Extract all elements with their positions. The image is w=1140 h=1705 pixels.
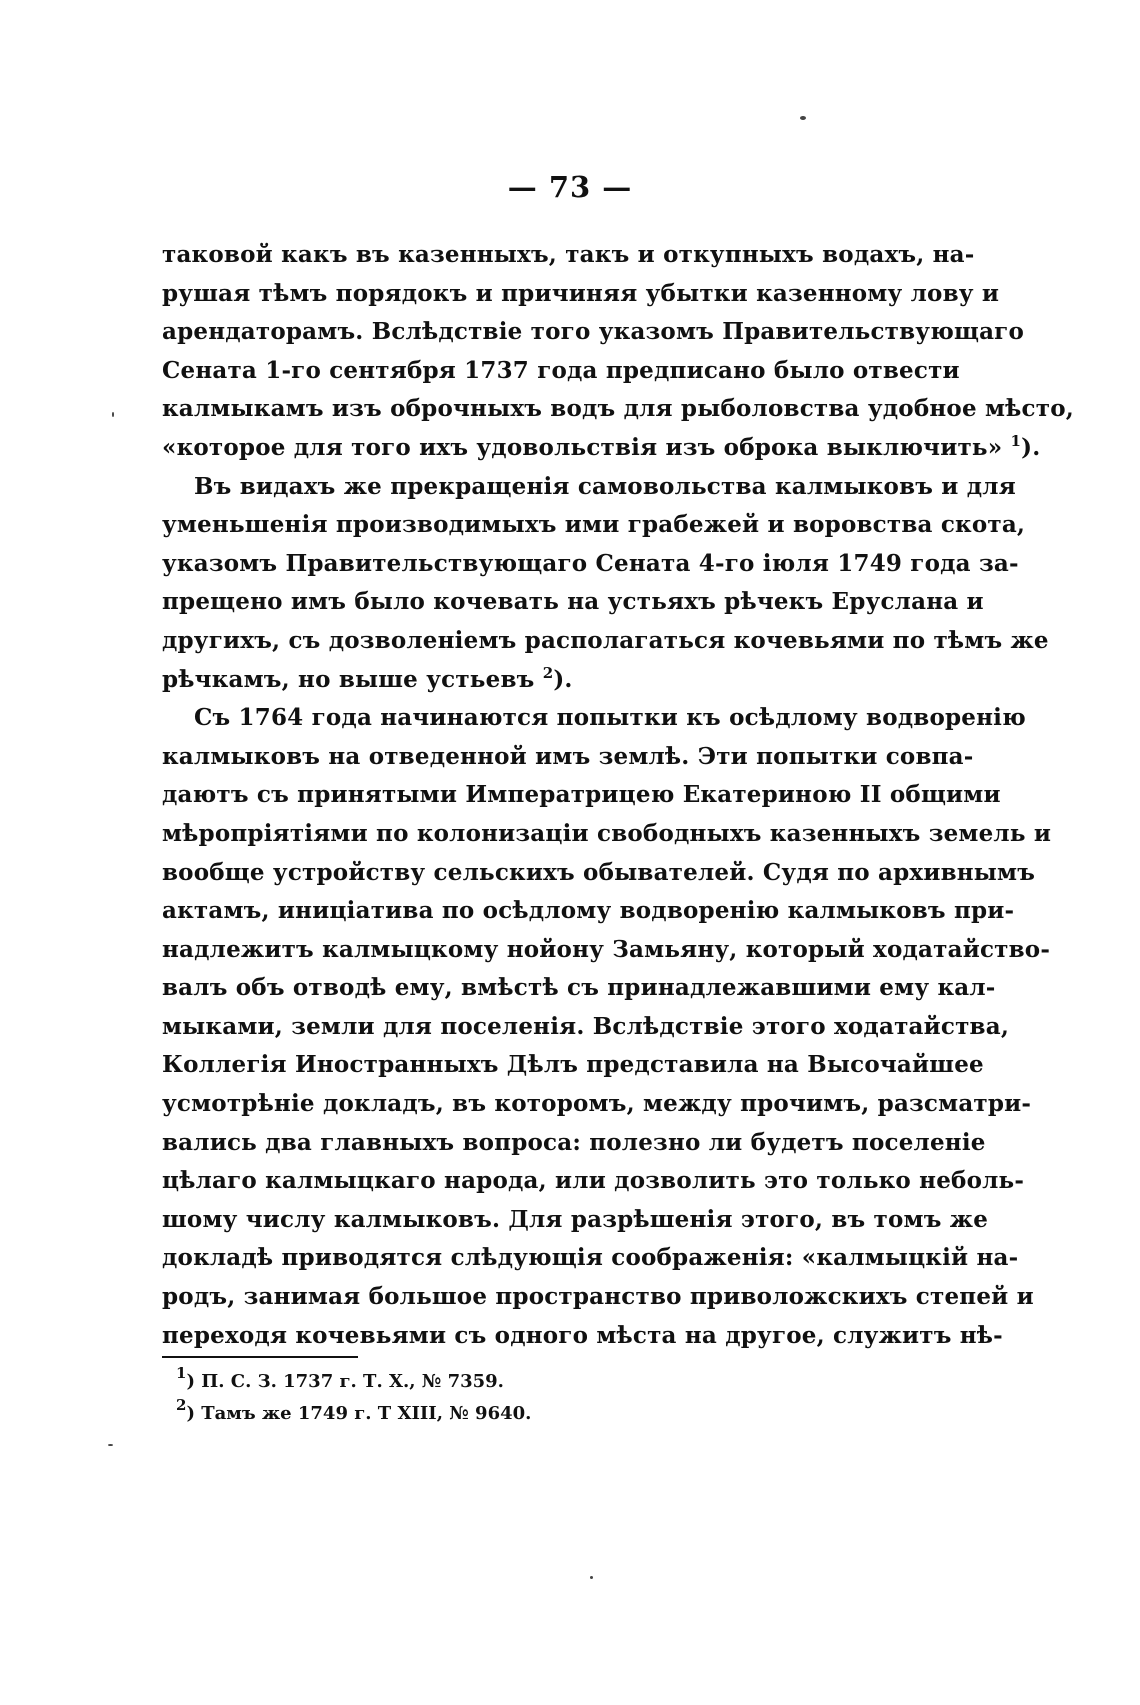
text-line: цѣлаго калмыцкаго народа, или дозволить это только неболь- xyxy=(162,1167,1025,1195)
footnote xyxy=(176,1398,876,1430)
text-line xyxy=(162,429,1041,468)
text-line: усмотрѣніе докладъ, въ которомъ, между прочимъ, разсматри- xyxy=(162,1090,1032,1118)
text-line: даютъ съ принятыми Императрицею Екатериною II общими xyxy=(162,781,1001,809)
page-number: — 73 — xyxy=(507,170,633,204)
text-line xyxy=(162,661,952,700)
text-line: Коллегія Иностранныхъ Дѣлъ представила на Высочайшее xyxy=(162,1051,984,1079)
text-line: шому числу калмыковъ. Для разрѣшенія этого, въ томъ же xyxy=(162,1205,989,1233)
footnote-mark: 2 xyxy=(176,1396,187,1414)
text-line: актамъ, иниціатива по осѣдлому водворенію калмыковъ при- xyxy=(162,897,1015,925)
footnote-mark: 1 xyxy=(176,1364,187,1382)
text-line: Въ видахъ же прекращенія самовольства калмыковъ и для xyxy=(194,472,1016,500)
footnote-ref: 1 xyxy=(1010,431,1022,450)
text-line: докладѣ приводятся слѣдующія соображенія: «калмыцкій на- xyxy=(162,1244,1019,1272)
text-line: родъ, занимая большое пространство приволожскихъ степей и xyxy=(162,1283,1034,1311)
footnotes xyxy=(176,1366,876,1430)
scan-speck xyxy=(112,412,114,417)
text-line: Сената 1-го сентября 1737 года предписано было отвести xyxy=(162,356,960,384)
text-line: арендаторамъ. Вслѣдствіе того указомъ Правительствующаго xyxy=(162,318,1025,346)
text-line: таковой какъ въ казенныхъ, такъ и откупныхъ водахъ, на- xyxy=(162,241,975,268)
text-line: прещено имъ было кочевать на устьяхъ рѣчекъ Еруслана и xyxy=(162,588,984,616)
text-line-content: рѣчкамъ, но выше устьевъ xyxy=(162,665,535,693)
footnote-divider xyxy=(162,1356,358,1358)
footnote-text: ) П. С. З. 1737 г. Т. Х., № 7359. xyxy=(186,1371,504,1392)
text-line: калмыкамъ изъ оброчныхъ водъ для рыболовства удобное мѣсто, xyxy=(162,395,1074,423)
text-line: калмыковъ на отведенной имъ землѣ. Эти попытки совпа- xyxy=(162,742,974,770)
body-text xyxy=(162,236,1074,1355)
footnote-ref: 2 xyxy=(542,663,554,682)
text-line: мыками, земли для поселенія. Вслѣдствіе этого ходатайства, xyxy=(162,1012,1010,1040)
text-line: надлежитъ калмыцкому нойону Замьяну, который ходатайство- xyxy=(162,935,1051,963)
text-line: указомъ Правительствующаго Сената 4-го іюля 1749 года за- xyxy=(162,549,1019,577)
text-line: переходя кочевьями съ одного мѣста на другое, служитъ нѣ- xyxy=(162,1321,1003,1349)
text-line: валъ объ отводѣ ему, вмѣстѣ съ принадлежавшими ему кал- xyxy=(162,974,996,1002)
scan-speck xyxy=(108,1444,113,1446)
footnote-ref-tail: ). xyxy=(553,665,573,693)
text-line-content: «которое для того ихъ удовольствія изъ оброка выключить» xyxy=(162,433,1003,461)
text-line: рушая тѣмъ порядокъ и причиняя убытки казенному лову и xyxy=(162,279,1000,307)
footnote-ref-tail: ). xyxy=(1021,433,1041,461)
text-line: мѣропріятіями по колонизаціи свободныхъ казенныхъ земель и xyxy=(162,819,1052,847)
footnote xyxy=(176,1366,876,1398)
text-line: уменьшенія производимыхъ ими грабежей и воровства скота, xyxy=(162,511,1026,539)
text-line: вались два главныхъ вопроса: полезно ли будетъ поселеніе xyxy=(162,1128,986,1156)
footnote-text: ) Тамъ же 1749 г. Т XIII, № 9640. xyxy=(186,1403,532,1424)
text-line: вообще устройству сельскихъ обывателей. Судя по архивнымъ xyxy=(162,858,1036,886)
scan-speck xyxy=(800,116,806,120)
scan-speck xyxy=(590,1576,593,1579)
text-line: другихъ, съ дозволеніемъ располагаться кочевьями по тѣмъ же xyxy=(162,626,1049,654)
text-line: Съ 1764 года начинаются попытки къ осѣдлому водворенію xyxy=(194,704,1026,732)
